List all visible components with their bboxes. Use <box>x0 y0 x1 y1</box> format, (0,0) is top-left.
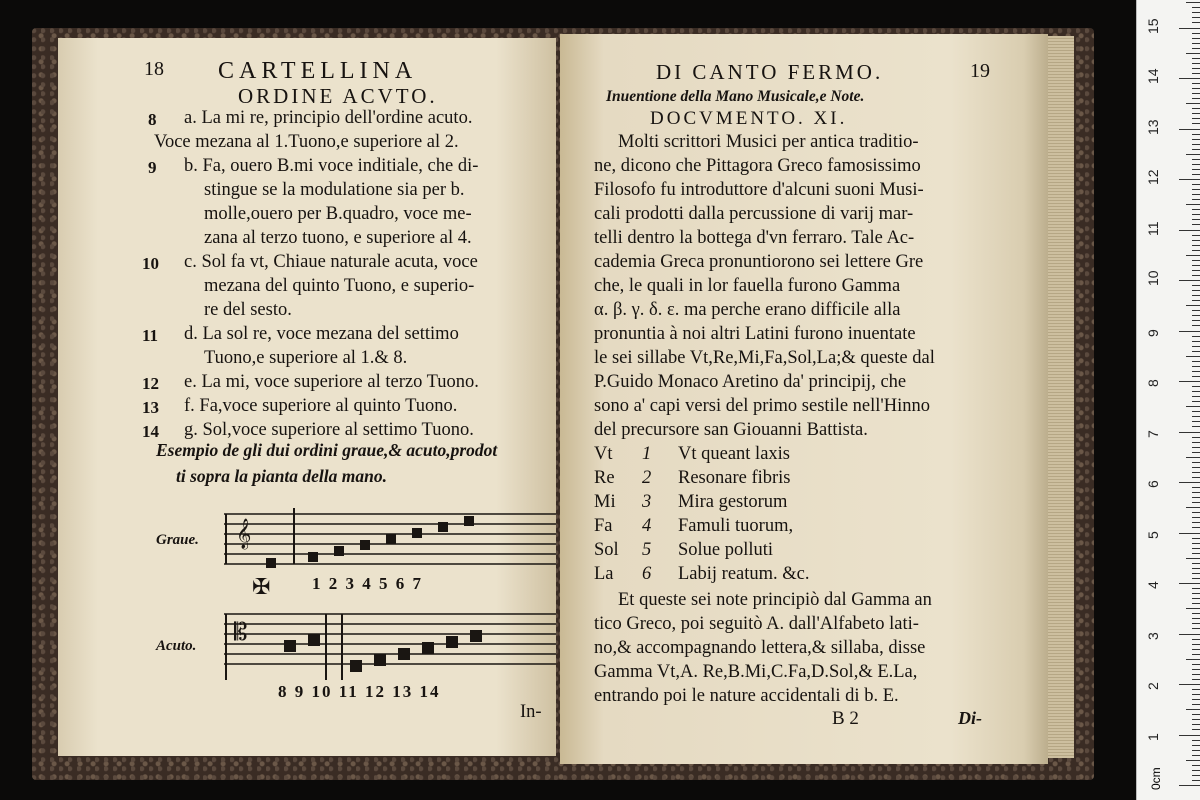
ruler-tick <box>1192 654 1200 655</box>
ruler-tick <box>1192 7 1200 8</box>
ruler-tick <box>1192 623 1200 624</box>
ruler-tick <box>1192 411 1200 412</box>
ruler-tick <box>1192 447 1200 448</box>
ruler-tick <box>1192 184 1200 185</box>
hymn-text: Mira gestorum <box>678 492 788 512</box>
ruler-tick <box>1179 735 1200 736</box>
paragraph-line: P.Guido Monaco Aretino da' principij, che <box>594 372 907 392</box>
ruler-tick <box>1192 522 1200 523</box>
ruler-tick <box>1192 189 1200 190</box>
ruler-tick <box>1192 745 1200 746</box>
ruler-label: 3 <box>1145 631 1161 640</box>
ruler-tick <box>1192 83 1200 84</box>
ruler-label: 14 <box>1145 68 1161 84</box>
ruler-tick <box>1179 331 1200 332</box>
hymn-text: Resonare fibris <box>678 468 791 488</box>
ruler-tick <box>1192 199 1200 200</box>
paragraph-line: telli dentro la bottega d'vn ferraro. Tale Ac- <box>594 228 915 248</box>
ruler-tick <box>1192 219 1200 220</box>
paragraph-line: entrando poi le nature accidentali di b. E. <box>594 686 899 706</box>
entry-number: 14 <box>142 422 159 441</box>
hymn-number: 1 <box>642 444 652 464</box>
ruler-tick <box>1192 194 1200 195</box>
ruler-tick <box>1192 578 1200 579</box>
ruler-tick <box>1192 477 1200 478</box>
entry-line: e. La mi, voce superiore al terzo Tuono. <box>184 372 479 392</box>
ruler-tick <box>1179 785 1200 786</box>
staff-numbers-graue: 1 2 3 4 5 6 7 <box>312 574 423 593</box>
page-edges <box>1048 36 1074 758</box>
ruler-tick <box>1192 421 1200 422</box>
ruler-tick <box>1192 265 1200 266</box>
ruler-tick <box>1192 618 1200 619</box>
paragraph-line: cademia Greca pronuntiorono sei lettere Gre <box>594 252 924 272</box>
ruler-tick <box>1192 598 1200 599</box>
ruler-tick <box>1192 275 1200 276</box>
ruler-label: 8 <box>1145 379 1161 387</box>
paragraph-line: ne, dicono che Pittagora Greco famosissimo <box>594 156 921 176</box>
ruler-tick <box>1179 482 1200 483</box>
entry-line: Voce mezana al 1.Tuono,e superiore al 2. <box>154 132 459 152</box>
ruler-tick <box>1179 230 1200 231</box>
subtitle-right: Inuentione della Mano Musicale,e Note. <box>606 88 865 105</box>
hymn-syllable: Vt <box>594 444 613 464</box>
hymn-number: 6 <box>642 564 652 584</box>
ruler-tick <box>1192 164 1200 165</box>
ruler-tick <box>1179 179 1200 180</box>
ruler-tick <box>1192 346 1200 347</box>
ruler-tick <box>1192 628 1200 629</box>
ruler-tick <box>1192 689 1200 690</box>
ruler-tick <box>1192 361 1200 362</box>
paragraph-line: pronuntia à noi altri Latini furono inuentate <box>594 324 916 344</box>
ruler-tick <box>1192 224 1200 225</box>
acuto-staff <box>224 600 556 680</box>
ruler-tick <box>1192 88 1200 89</box>
ruler-tick <box>1192 174 1200 175</box>
example-line-1: Esempio de gli dui ordini graue,& acuto,prodot <box>156 440 498 460</box>
ruler-tick <box>1192 487 1200 488</box>
paragraph-line: α. β. γ. δ. ε. ma perche erano difficile alla <box>594 300 901 320</box>
ruler-tick <box>1192 719 1200 720</box>
ruler-tick <box>1192 588 1200 589</box>
paragraph-line: Molti scrittori Musici per antica traditio- <box>618 132 919 152</box>
ruler-tick <box>1192 245 1200 246</box>
ruler-tick <box>1192 714 1200 715</box>
ruler-tick <box>1192 320 1200 321</box>
section-heading-left: ORDINE ACVTO. <box>238 84 438 108</box>
graue-staff <box>224 500 556 580</box>
ruler-tick <box>1192 704 1200 705</box>
ruler-tick <box>1192 437 1200 438</box>
ruler-tick <box>1192 644 1200 645</box>
entry-line: f. Fa,voce superiore al quinto Tuono. <box>184 396 458 416</box>
hymn-syllable: Re <box>594 468 615 488</box>
ruler-tick <box>1192 664 1200 665</box>
ruler-tick <box>1192 240 1200 241</box>
ruler-tick <box>1192 517 1200 518</box>
paragraph-line: Filosofo fu introduttore d'alcuni suoni Musi- <box>594 180 924 200</box>
ruler-tick <box>1192 613 1200 614</box>
ruler-tick <box>1179 129 1200 130</box>
ruler-tick <box>1192 63 1200 64</box>
ruler-tick <box>1192 12 1200 13</box>
ruler-tick <box>1192 366 1200 367</box>
ruler-tick <box>1192 376 1200 377</box>
paragraph-line: no,& accompagnando lettera,& sillaba, disse <box>594 638 926 658</box>
ruler-tick <box>1186 507 1200 508</box>
ruler-tick <box>1192 543 1200 544</box>
ruler-tick <box>1186 709 1200 710</box>
left-page <box>58 38 556 756</box>
ruler-tick <box>1192 755 1200 756</box>
hymn-text: Vt queant laxis <box>678 444 791 464</box>
ruler-tick <box>1192 724 1200 725</box>
svg-text:𝄞: 𝄞 <box>236 519 252 549</box>
ruler-label: 13 <box>1145 118 1161 135</box>
hymn-text: Famuli tuorum, <box>678 516 794 536</box>
ruler-label: 10 <box>1145 270 1161 286</box>
ruler-tick <box>1192 48 1200 49</box>
ruler-tick <box>1192 43 1200 44</box>
staff-label-acuto: Acuto. <box>156 638 197 654</box>
ruler-tick <box>1186 457 1200 458</box>
right-page <box>560 34 1048 764</box>
paragraph-line: del precursore san Giouanni Battista. <box>594 420 868 440</box>
hymn-number: 2 <box>642 468 652 488</box>
ruler-tick <box>1192 452 1200 453</box>
catchword-right: Di- <box>958 708 982 728</box>
ruler-tick <box>1186 760 1200 761</box>
cross-symbol: ✠ <box>252 574 271 599</box>
ruler-tick <box>1186 659 1200 660</box>
ruler-tick <box>1192 740 1200 741</box>
ruler-tick <box>1179 684 1200 685</box>
ruler-tick <box>1186 103 1200 104</box>
ruler-tick <box>1192 553 1200 554</box>
ruler-tick <box>1192 386 1200 387</box>
ruler-tick <box>1192 209 1200 210</box>
paragraph-line: le sei sillabe Vt,Re,Mi,Fa,Sol,La;& queste dal <box>594 348 935 368</box>
ruler-tick <box>1186 558 1200 559</box>
ruler-tick <box>1192 144 1200 145</box>
staff-label-graue: Graue. <box>156 532 199 548</box>
ruler-tick <box>1192 639 1200 640</box>
ruler-tick <box>1192 38 1200 39</box>
ruler-tick <box>1192 649 1200 650</box>
ruler-tick <box>1192 538 1200 539</box>
entry-line: d. La sol re, voce mezana del settimo <box>184 324 459 344</box>
catchword-left: In- <box>520 702 542 722</box>
ruler-tick <box>1192 669 1200 670</box>
entry-line: g. Sol,voce superiore al settimo Tuono. <box>184 420 474 440</box>
running-head-left: CARTELLINA <box>218 58 418 84</box>
ruler-tick <box>1192 300 1200 301</box>
ruler-tick <box>1192 497 1200 498</box>
ruler-tick <box>1192 472 1200 473</box>
entry-number: 8 <box>148 110 157 129</box>
ruler-tick <box>1192 270 1200 271</box>
ruler-tick <box>1192 351 1200 352</box>
ruler-tick <box>1192 396 1200 397</box>
ruler-tick <box>1192 679 1200 680</box>
paragraph-line: Gamma Vt,A. Re,B.Mi,C.Fa,D.Sol,& E.La, <box>594 662 918 682</box>
ruler-tick <box>1192 492 1200 493</box>
entry-number: 13 <box>142 398 159 417</box>
ruler-tick <box>1192 214 1200 215</box>
entry-line: re del sesto. <box>204 300 292 320</box>
ruler-tick <box>1192 58 1200 59</box>
ruler-tick <box>1192 336 1200 337</box>
ruler-tick <box>1179 78 1200 79</box>
ruler-tick <box>1192 401 1200 402</box>
ruler-tick <box>1192 159 1200 160</box>
ruler-tick <box>1192 512 1200 513</box>
svg-text:𝄡: 𝄡 <box>234 618 248 646</box>
ruler-label: 5 <box>1145 530 1161 539</box>
entry-line: a. La mi re, principio dell'ordine acuto. <box>184 108 473 128</box>
ruler-tick <box>1192 250 1200 251</box>
ruler-tick <box>1179 533 1200 534</box>
ruler-tick <box>1192 17 1200 18</box>
ruler-tick <box>1192 371 1200 372</box>
entry-number: 10 <box>142 254 159 273</box>
entry-number: 12 <box>142 374 159 393</box>
paragraph-line: che, le quali in lor fauella furono Gamma <box>594 276 901 296</box>
ruler-tick <box>1192 290 1200 291</box>
ruler-tick <box>1192 775 1200 776</box>
ruler-tick <box>1192 770 1200 771</box>
hymn-number: 4 <box>642 516 652 536</box>
ruler-tick <box>1192 134 1200 135</box>
measuring-ruler <box>1136 0 1200 800</box>
ruler-tick <box>1192 113 1200 114</box>
hymn-syllable: Sol <box>594 540 619 560</box>
hymn-syllable: Mi <box>594 492 616 512</box>
section-heading-right: DOCVMENTO. XI. <box>650 108 848 129</box>
ruler-tick <box>1192 285 1200 286</box>
ruler-tick <box>1192 341 1200 342</box>
ruler-tick <box>1186 204 1200 205</box>
entry-line: mezana del quinto Tuono, e superio- <box>204 276 475 296</box>
ruler-tick <box>1192 416 1200 417</box>
entry-line: b. Fa, ouero B.mi voce inditiale, che di- <box>184 156 479 176</box>
ruler-label: 4 <box>1145 581 1161 589</box>
entry-number: 9 <box>148 158 157 177</box>
ruler-tick <box>1192 729 1200 730</box>
ruler-tick <box>1179 583 1200 584</box>
ruler-tick <box>1186 2 1200 3</box>
ruler-tick <box>1192 33 1200 34</box>
ruler-tick <box>1192 22 1200 23</box>
ruler-tick <box>1186 608 1200 609</box>
ruler-label: 12 <box>1145 169 1161 185</box>
ruler-tick <box>1192 765 1200 766</box>
ruler-label: 11 <box>1145 220 1161 236</box>
entry-line: stingue se la modulatione sia per b. <box>204 180 465 200</box>
ruler-tick <box>1192 593 1200 594</box>
ruler-tick <box>1192 573 1200 574</box>
ruler-tick <box>1192 98 1200 99</box>
entry-line: molle,ouero per B.quadro, voce me- <box>204 204 472 224</box>
entry-line: Tuono,e superiore al 1.& 8. <box>204 348 408 368</box>
ruler-tick <box>1192 750 1200 751</box>
ruler-tick <box>1179 634 1200 635</box>
ruler-tick <box>1192 442 1200 443</box>
ruler-tick <box>1186 255 1200 256</box>
ruler-tick <box>1192 603 1200 604</box>
ruler-tick <box>1192 568 1200 569</box>
ruler-tick <box>1192 502 1200 503</box>
entry-line: zana al terzo tuono, e superiore al 4. <box>204 228 472 248</box>
ruler-label: 2 <box>1145 682 1161 690</box>
page-number-left: 18 <box>144 58 164 80</box>
ruler-tick <box>1192 527 1200 528</box>
entry-line: c. Sol fa vt, Chiaue naturale acuta, voce <box>184 252 478 272</box>
ruler-tick <box>1192 169 1200 170</box>
ruler-tick <box>1192 462 1200 463</box>
example-line-2: ti sopra la pianta della mano. <box>176 466 387 486</box>
ruler-label: 6 <box>1145 480 1161 488</box>
ruler-tick <box>1192 108 1200 109</box>
ruler-tick <box>1179 280 1200 281</box>
ruler-tick <box>1192 235 1200 236</box>
ruler-tick <box>1192 563 1200 564</box>
ruler-tick <box>1192 315 1200 316</box>
ruler-tick <box>1192 118 1200 119</box>
paragraph-line: Et queste sei note principiò dal Gamma an <box>618 590 932 610</box>
ruler-tick <box>1192 694 1200 695</box>
hymn-syllable: La <box>594 564 614 584</box>
ruler-tick <box>1192 295 1200 296</box>
ruler-tick <box>1192 699 1200 700</box>
ruler-tick <box>1192 149 1200 150</box>
ruler-label: 9 <box>1145 328 1161 337</box>
hymn-syllable: Fa <box>594 516 613 536</box>
ruler-tick <box>1192 325 1200 326</box>
ruler-tick <box>1192 780 1200 781</box>
ruler-tick <box>1186 356 1200 357</box>
ruler-tick <box>1192 467 1200 468</box>
ruler-tick <box>1186 305 1200 306</box>
ruler-label: 15 <box>1145 17 1161 34</box>
ruler-tick <box>1192 93 1200 94</box>
ruler-label: 7 <box>1145 429 1161 438</box>
ruler-tick <box>1192 123 1200 124</box>
hymn-text: Labij reatum. &c. <box>678 564 810 584</box>
ruler-unit: 0cm <box>1149 767 1163 790</box>
ruler-tick <box>1179 432 1200 433</box>
ruler-tick <box>1186 53 1200 54</box>
ruler-tick <box>1192 310 1200 311</box>
running-head-right: DI CANTO FERMO. <box>656 60 884 84</box>
paragraph-line: sono a' capi versi del primo sestile nell'Hinno <box>594 396 930 416</box>
hymn-number: 3 <box>642 492 652 512</box>
ruler-tick <box>1192 391 1200 392</box>
ruler-tick <box>1192 139 1200 140</box>
ruler-tick <box>1192 426 1200 427</box>
signature-mark: B 2 <box>832 708 859 729</box>
ruler-tick <box>1192 674 1200 675</box>
ruler-tick <box>1186 154 1200 155</box>
paragraph-line: tico Greco, poi seguitò A. dall'Alfabeto lati- <box>594 614 919 634</box>
hymn-text: Solue polluti <box>678 540 774 560</box>
paragraph-line: cali prodotti dalla percussione di varij mar- <box>594 204 914 224</box>
ruler-tick <box>1192 73 1200 74</box>
ruler-tick <box>1192 260 1200 261</box>
ruler-tick <box>1192 548 1200 549</box>
ruler-label: 1 <box>1145 732 1161 741</box>
ruler-tick <box>1179 28 1200 29</box>
hymn-number: 5 <box>642 540 652 560</box>
ruler-tick <box>1192 68 1200 69</box>
ruler-tick <box>1179 381 1200 382</box>
staff-numbers-acuto: 8 9 10 11 12 13 14 <box>278 682 441 701</box>
page-number-right: 19 <box>970 60 990 82</box>
entry-number: 11 <box>142 326 159 345</box>
ruler-tick <box>1186 406 1200 407</box>
